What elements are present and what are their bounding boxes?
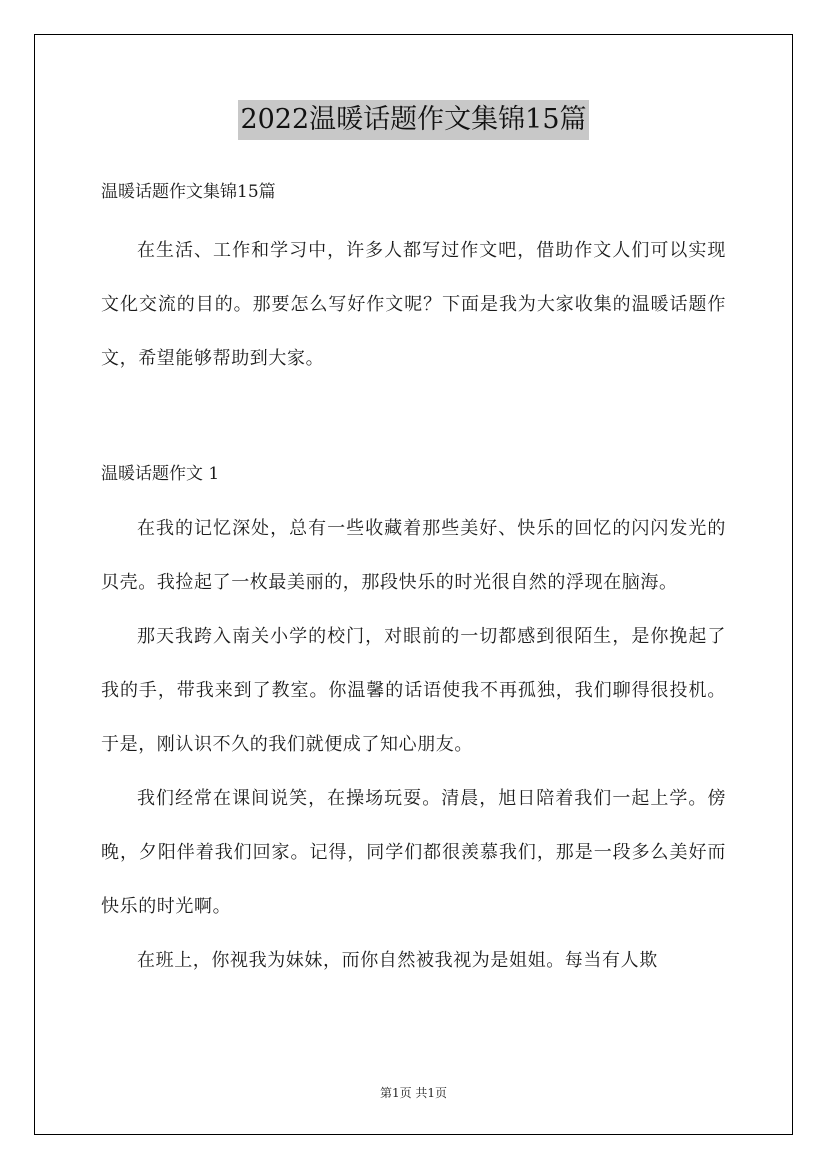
document-subtitle: 温暖话题作文集锦15篇 [101, 182, 276, 202]
body-paragraph: 那天我跨入南关小学的校门，对眼前的一切都感到很陌生，是你挽起了我的手，带我来到了教室。你温馨的话语使我不再孤独，我们聊得很投机。于是，刚认识不久的我们就便成了知心朋友。 [101, 626, 726, 755]
intro-paragraph: 在生活、工作和学习中，许多人都写过作文吧，借助作文人们可以实现文化交流的目的。那要怎么写好作文呢？下面是我为大家收集的温暖话题作文，希望能够帮助到大家。 [101, 240, 726, 369]
document-title: 2022温暖话题作文集锦15篇 [238, 100, 588, 140]
section-heading: 温暖话题作文 1 [101, 464, 220, 484]
page-footer: 第1页 共1页 [379, 1086, 448, 1100]
body-paragraph: 在班上，你视我为妹妹，而你自然被我视为是姐姐。每当有人欺 [137, 950, 658, 971]
title-container [0, 100, 827, 140]
body-paragraph: 我们经常在课间说笑，在操场玩耍。清晨，旭日陪着我们一起上学。傍晚，夕阳伴着我们回家。记得，同学们都很羡慕我们，那是一段多么美好而快乐的时光啊。 [101, 788, 726, 917]
document-body [101, 170, 726, 988]
body-paragraph: 在我的记忆深处，总有一些收藏着那些美好、快乐的回忆的闪闪发光的贝壳。我捡起了一枚最美丽的，那段快乐的时光很自然的浮现在脑海。 [101, 518, 726, 593]
